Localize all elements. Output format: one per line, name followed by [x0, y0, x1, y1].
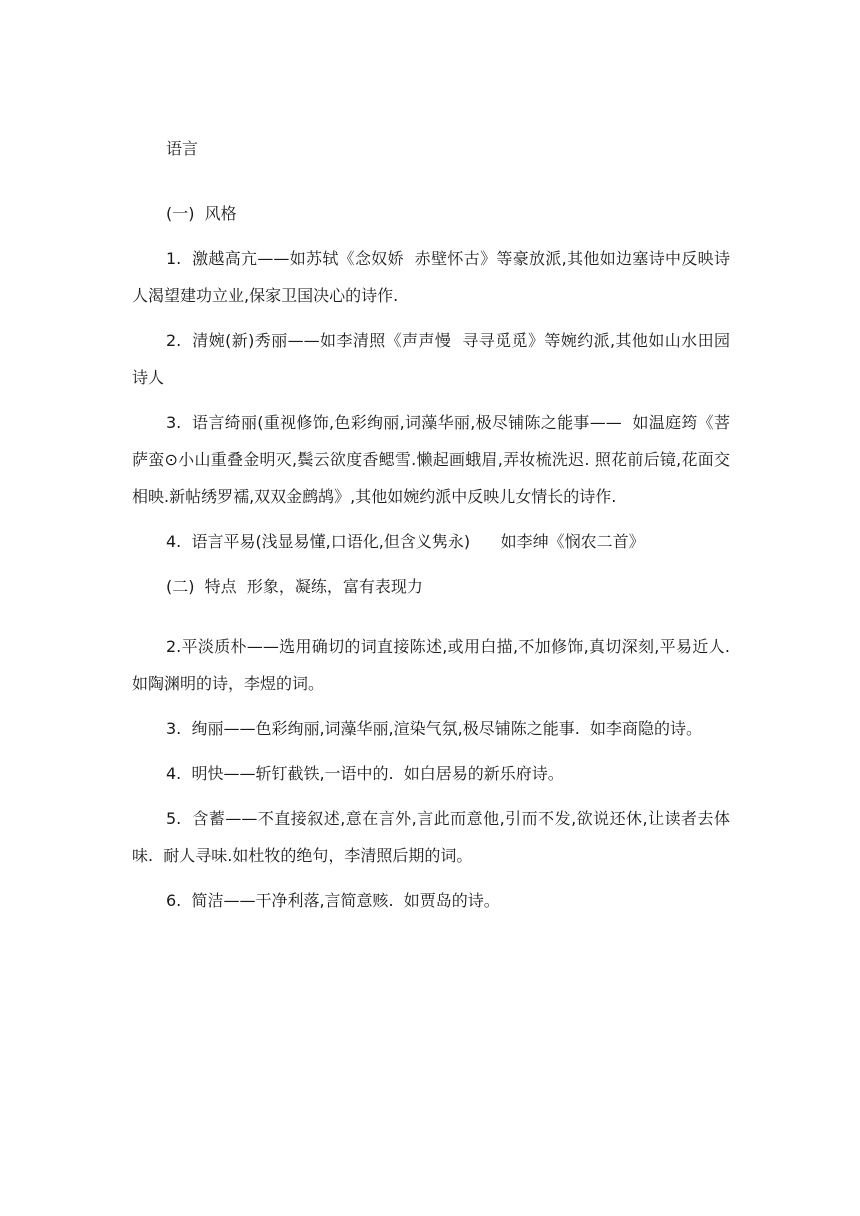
style-item-2: 2. 清婉(新)秀丽——如李清照《声声慢 寻寻觅觅》等婉约派,其他如山水田园诗人: [132, 331, 730, 387]
section-heading-features: (二) 特点 形象，凝练，富有表现力: [166, 577, 423, 596]
section-heading-style: (一) 风格: [166, 204, 237, 223]
style-item-4: 4. 语言平易(浅显易懂,口语化,但含义隽永) 如李绅《悯农二首》: [166, 532, 645, 551]
document-title: 语言: [166, 139, 199, 158]
document-body: [132, 130, 741, 919]
feature-item-2: 2.平淡质朴——选用确切的词直接陈述,或用白描,不加修饰,真切深刻,平易近人. 如陶渊明的诗，李煜的词。: [132, 637, 741, 693]
feature-item-3: 3. 绚丽——色彩绚丽,词藻华丽,渲染气氛,极尽铺陈之能事. 如李商隐的诗。: [166, 719, 702, 738]
feature-item-4: 4. 明快——斩钉截铁,一语中的. 如白居易的新乐府诗。: [166, 764, 564, 783]
feature-item-5: 5. 含蓄——不直接叙述,意在言外,言此而意他,引而不发,欲说还休,让读者去体味. 耐人寻味.如杜牧的绝句，李清照后期的词。: [132, 809, 730, 865]
style-item-3: 3. 语言绮丽(重视修饰,色彩绚丽,词藻华丽,极尽铺陈之能事—— 如温庭筠《菩萨蛮⊙小山重叠金明灭,鬓云欲度香鳃雪.懒起画蛾眉,弄妆梳洗迟. 照花前后镜,花面交相映.新帖绣罗襦,双双金鹧鸪》,其他如婉约派中反映儿女情长的诗作.: [132, 413, 730, 506]
feature-item-6: 6. 简洁——干净利落,言简意赅. 如贾岛的诗。: [166, 891, 500, 910]
style-item-1: 1. 激越高亢——如苏轼《念奴娇 赤壁怀古》等豪放派,其他如边塞诗中反映诗人渴望建功立业,保家卫国决心的诗作.: [132, 249, 730, 305]
